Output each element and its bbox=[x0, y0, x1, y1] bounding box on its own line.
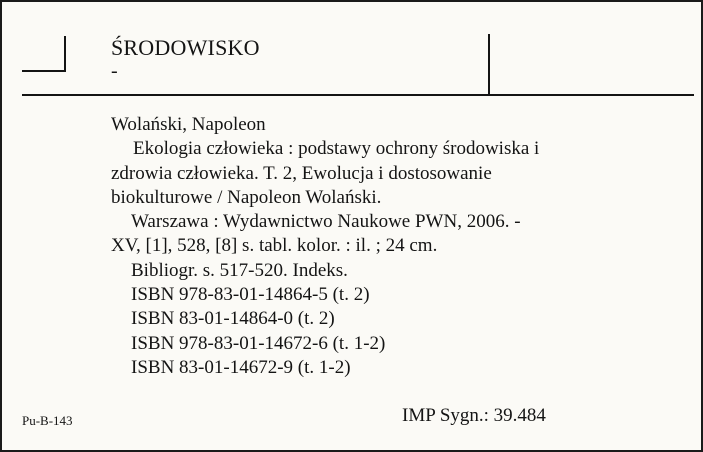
title-line: biokulturowe / Napoleon Wolański. bbox=[111, 186, 382, 208]
call-number: IMP Sygn.: 39.484 bbox=[402, 405, 546, 426]
isbn-line: ISBN 978-83-01-14864-5 (t. 2) bbox=[131, 284, 370, 306]
imprint-line: Warszawa : Wydawnictwo Naukowe PWN, 2006. - bbox=[131, 211, 521, 233]
corner-bracket-mark bbox=[22, 36, 66, 72]
imprint-line: XV, [1], 528, [8] s. tabl. kolor. : il. ; 24 cm. bbox=[111, 235, 438, 257]
vertical-rule bbox=[488, 34, 490, 96]
corner-bracket-vertical bbox=[64, 36, 66, 72]
card-code: Pu-B-143 bbox=[22, 413, 73, 428]
bibliographic-entry bbox=[111, 113, 631, 380]
isbn-line: ISBN 83-01-14672-9 (t. 1-2) bbox=[131, 356, 351, 378]
isbn-line: ISBN 83-01-14864-0 (t. 2) bbox=[131, 308, 335, 330]
note-line: Bibliogr. s. 517-520. Indeks. bbox=[131, 259, 348, 281]
title-line: zdrowia człowieka. T. 2, Ewolucja i dostosowanie bbox=[111, 162, 492, 184]
isbn-line: ISBN 978-83-01-14672-6 (t. 1-2) bbox=[131, 332, 386, 354]
horizontal-rule bbox=[22, 94, 694, 96]
corner-bracket-horizontal bbox=[22, 70, 66, 72]
title-line: Ekologia człowieka : podstawy ochrony środowiska i bbox=[133, 138, 540, 160]
subject-heading: ŚRODOWISKO bbox=[111, 35, 260, 60]
subject-dash: - bbox=[111, 60, 118, 82]
author-line: Wolański, Napoleon bbox=[111, 114, 266, 135]
